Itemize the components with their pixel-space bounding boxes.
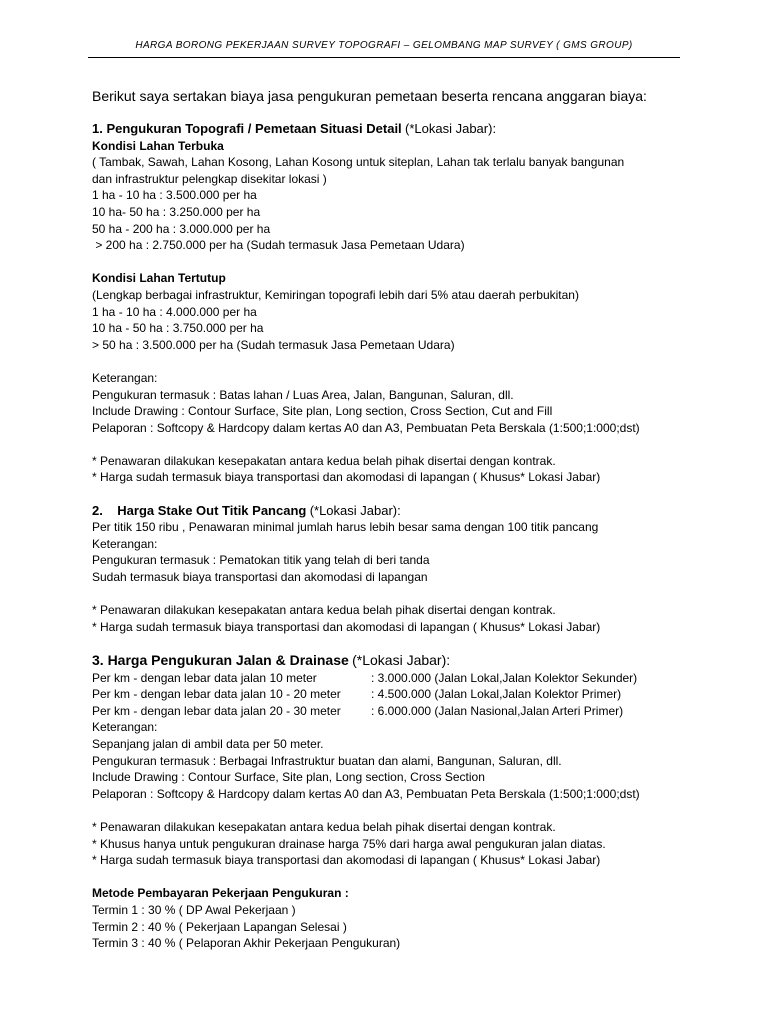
note-line: Keterangan: [92,720,158,735]
remark-line: * Penawaran dilakukan kesepakatan antara kedua belah pihak disertai dengan kontrak. [92,819,556,834]
document-body [92,87,692,952]
open-land-desc: dan infrastruktur pelengkap disekitar lokasi ) [92,171,327,186]
closed-land-title: Kondisi Lahan Tertutup [92,271,226,286]
road-rate-label: Per km - dengan lebar data jalan 20 - 30 meter [92,703,341,718]
closed-land-desc: (Lengkap berbagai infrastruktur, Kemiringan topografi lebih dari 5% atau daerah perbukitan) [92,287,579,302]
road-rate-row [92,686,692,703]
note-line: Pelaporan : Softcopy & Hardcopy dalam kertas A0 dan A3, Pembuatan Peta Berskala (1:500;1:000;dst) [92,786,640,801]
remark-line: * Harga sudah termasuk biaya transportasi dan akomodasi di lapangan ( Khusus* Lokasi Jabar) [92,853,601,868]
open-land-desc: ( Tambak, Sawah, Lahan Kosong, Lahan Kosong untuk siteplan, Lahan tak terlalu banyak bangunan [92,155,625,170]
section1-heading [92,121,692,138]
remark-line: * Penawaran dilakukan kesepakatan antara kedua belah pihak disertai dengan kontrak. [92,453,556,468]
road-rate-value: : 4.500.000 (Jalan Lokal,Jalan Kolektor Primer) [371,687,622,702]
payment-term: Termin 2 : 40 % ( Pekerjaan Lapangan Selesai ) [92,919,347,934]
note-line: Include Drawing : Contour Surface, Site plan, Long section, Cross Section [92,770,485,785]
header-rule [88,57,680,58]
note-line: Pelaporan : Softcopy & Hardcopy dalam kertas A0 dan A3, Pembuatan Peta Berskala (1:500;1:000;dst) [92,420,640,435]
road-rate-label: Per km - dengan lebar data jalan 10 - 20 meter [92,687,341,702]
note-line: Include Drawing : Contour Surface, Site plan, Long section, Cross Section, Cut and Fill [92,404,553,419]
road-rate-row [92,670,692,687]
intro-text: Berikut saya sertakan biaya jasa pengukuran pemetaan beserta rencana anggaran biaya: [92,88,647,104]
price-line: 50 ha - 200 ha : 3.000.000 per ha [92,221,271,236]
note-line: Keterangan: [92,370,158,385]
road-rate-label: Per km - dengan lebar data jalan 10 meter [92,670,317,685]
stakeout-line: Pengukuran termasuk : Pematokan titik yang telah di beri tanda [92,553,430,568]
remark-line: * Khusus hanya untuk pengukuran drainase harga 75% dari harga awal pengukuran jalan diatas. [92,836,606,851]
road-rate-row [92,703,692,720]
road-rate-value: : 6.000.000 (Jalan Nasional,Jalan Arteri Primer) [371,703,624,718]
section2-title: 2. Harga Stake Out Titik Pancang [92,502,307,518]
payment-term: Termin 1 : 30 % ( DP Awal Pekerjaan ) [92,902,296,917]
section3-location: (*Lokasi Jabar): [352,652,451,668]
section1-title: 1. Pengukuran Topografi / Pemetaan Situasi Detail [92,121,402,136]
price-line: > 200 ha : 2.750.000 per ha (Sudah termasuk Jasa Pemetaan Udara) [92,238,465,253]
page-header: HARGA BORONG PEKERJAAN SURVEY TOPOGRAFI – GELOMBANG MAP SURVEY ( GMS GROUP) [135,40,633,51]
stakeout-line: Keterangan: [92,536,158,551]
section3-heading [92,652,692,670]
remark-line: * Penawaran dilakukan kesepakatan antara kedua belah pihak disertai dengan kontrak. [92,603,556,618]
stakeout-line: Sudah termasuk biaya transportasi dan akomodasi di lapangan [92,570,428,585]
price-line: > 50 ha : 3.500.000 per ha (Sudah termasuk Jasa Pemetaan Udara) [92,337,455,352]
price-line: 1 ha - 10 ha : 3.500.000 per ha [92,188,257,203]
stakeout-line: Per titik 150 ribu , Penawaran minimal jumlah harus lebih besar sama dengan 100 titik pancang [92,520,599,535]
remark-line: * Harga sudah termasuk biaya transportasi dan akomodasi di lapangan ( Khusus* Lokasi Jabar) [92,470,601,485]
note-line: Sepanjang jalan di ambil data per 50 meter. [92,736,324,751]
open-land-title: Kondisi Lahan Terbuka [92,138,224,153]
remark-line: * Harga sudah termasuk biaya transportasi dan akomodasi di lapangan ( Khusus* Lokasi Jabar) [92,619,601,634]
payment-title: Metode Pembayaran Pekerjaan Pengukuran : [92,886,349,901]
price-line: 10 ha - 50 ha : 3.750.000 per ha [92,321,264,336]
section2-heading [92,503,692,520]
note-line: Pengukuran termasuk : Batas lahan / Luas Area, Jalan, Bangunan, Saluran, dll. [92,387,514,402]
price-line: 10 ha- 50 ha : 3.250.000 per ha [92,204,261,219]
payment-term: Termin 3 : 40 % ( Pelaporan Akhir Pekerjaan Pengukuran) [92,936,401,951]
road-rate-value: : 3.000.000 (Jalan Lokal,Jalan Kolektor Sekunder) [371,670,638,685]
price-line: 1 ha - 10 ha : 4.000.000 per ha [92,304,257,319]
note-line: Pengukuran termasuk : Berbagai Infrastruktur buatan dan alami, Bangunan, Saluran, dll. [92,753,562,768]
section3-title: 3. Harga Pengukuran Jalan & Drainase [92,652,349,668]
section1-location: (*Lokasi Jabar): [405,121,497,136]
section2-location: (*Lokasi Jabar): [309,502,401,518]
